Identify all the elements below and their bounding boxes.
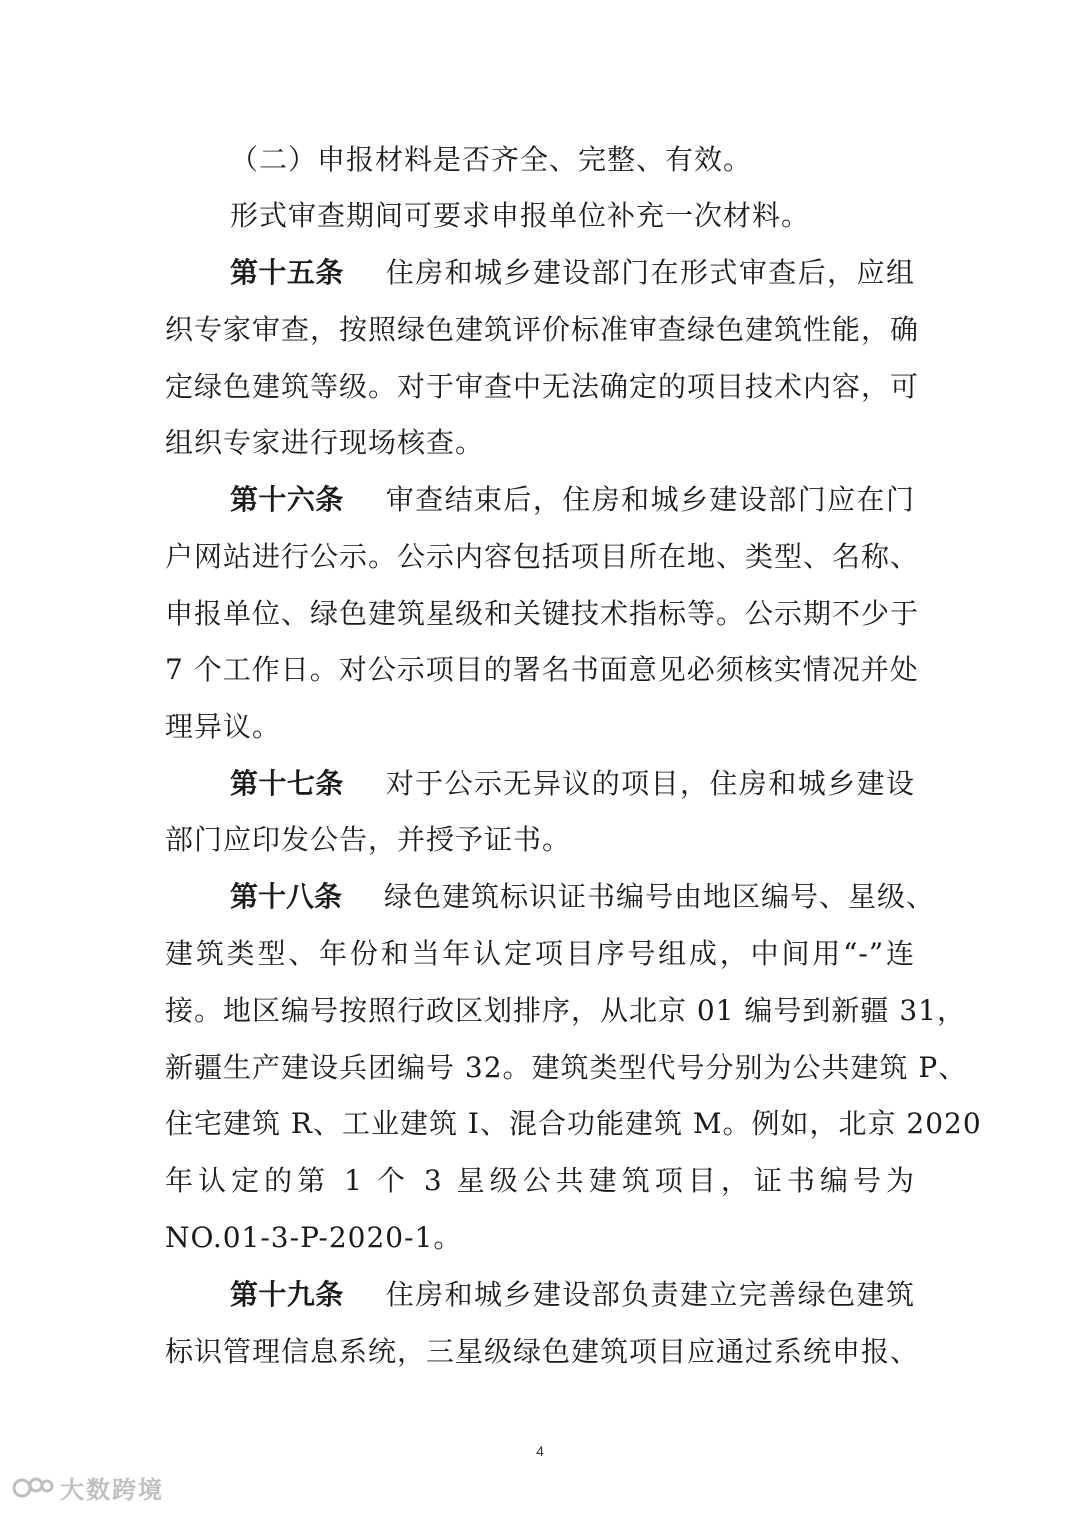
paragraph-line: 7 个工作日。对公示项目的署名书面意见必须核实情况并处 <box>165 653 919 686</box>
dashu-logo-icon <box>12 1474 54 1502</box>
paragraph-line: 定绿色建筑等级。对于审查中无法确定的项目技术内容，可 <box>165 370 920 403</box>
page-number: 4 <box>536 1443 544 1459</box>
paragraph-line: 理异议。 <box>165 710 282 743</box>
paragraph-line: 申报单位、绿色建筑星级和关键技术指标等。公示期不少于 <box>165 597 920 630</box>
paragraph-line: （二）申报材料是否齐全、完整、有效。 <box>230 143 753 176</box>
paragraph-line: 标识管理信息系统，三星级绿色建筑项目应通过系统申报、 <box>165 1335 920 1368</box>
article-15-line: 第十五条 住房和城乡建设部门在形式审查后，应组 <box>230 256 915 289</box>
article-heading: 第十五条 <box>230 256 344 289</box>
article-17-line: 第十七条 对于公示无异议的项目，住房和城乡建设 <box>230 767 915 800</box>
paragraph-line: 年认定的第 1 个 3 星级公共建筑项目，证书编号为 <box>165 1164 915 1197</box>
article-16-line: 第十六条 审查结束后，住房和城乡建设部门应在门 <box>230 483 915 516</box>
article-heading: 第十九条 <box>230 1278 344 1311</box>
paragraph-line: 新疆生产建设兵团编号 32。建筑类型代号分别为公共建筑 P、 <box>165 1051 968 1084</box>
paragraph-line: NO.01-3-P-2020-1。 <box>165 1221 463 1254</box>
paragraph-line: 组织专家进行现场核查。 <box>165 426 485 459</box>
paragraph-line: 形式审查期间可要求申报单位补充一次材料。 <box>230 199 811 232</box>
paragraph-line: 织专家审查，按照绿色建筑评价标准审查绿色建筑性能，确 <box>165 313 920 346</box>
paragraph-line: 建筑类型、年份和当年认定项目序号组成，中间用“-”连 <box>165 937 915 970</box>
article-heading: 第十八条 <box>230 880 343 913</box>
article-19-line: 第十九条 住房和城乡建设部负责建立完善绿色建筑 <box>230 1278 915 1311</box>
watermark <box>12 1470 164 1505</box>
paragraph-line: 部门应印发公告，并授予证书。 <box>165 823 572 856</box>
paragraph-line: 接。地区编号按照行政区划排序，从北京 01 编号到新疆 31， <box>165 994 966 1027</box>
paragraph-line: 住宅建筑 R、工业建筑 I、混合功能建筑 M。例如，北京 2020 <box>165 1107 982 1140</box>
article-heading: 第十七条 <box>230 767 344 800</box>
article-heading: 第十六条 <box>230 483 344 516</box>
article-18-line: 第十八条 绿色建筑标识证书编号由地区编号、星级、 <box>230 880 936 913</box>
paragraph-line: 户网站进行公示。公示内容包括项目所在地、类型、名称、 <box>165 540 920 573</box>
watermark-text: 大数跨境 <box>60 1476 164 1504</box>
